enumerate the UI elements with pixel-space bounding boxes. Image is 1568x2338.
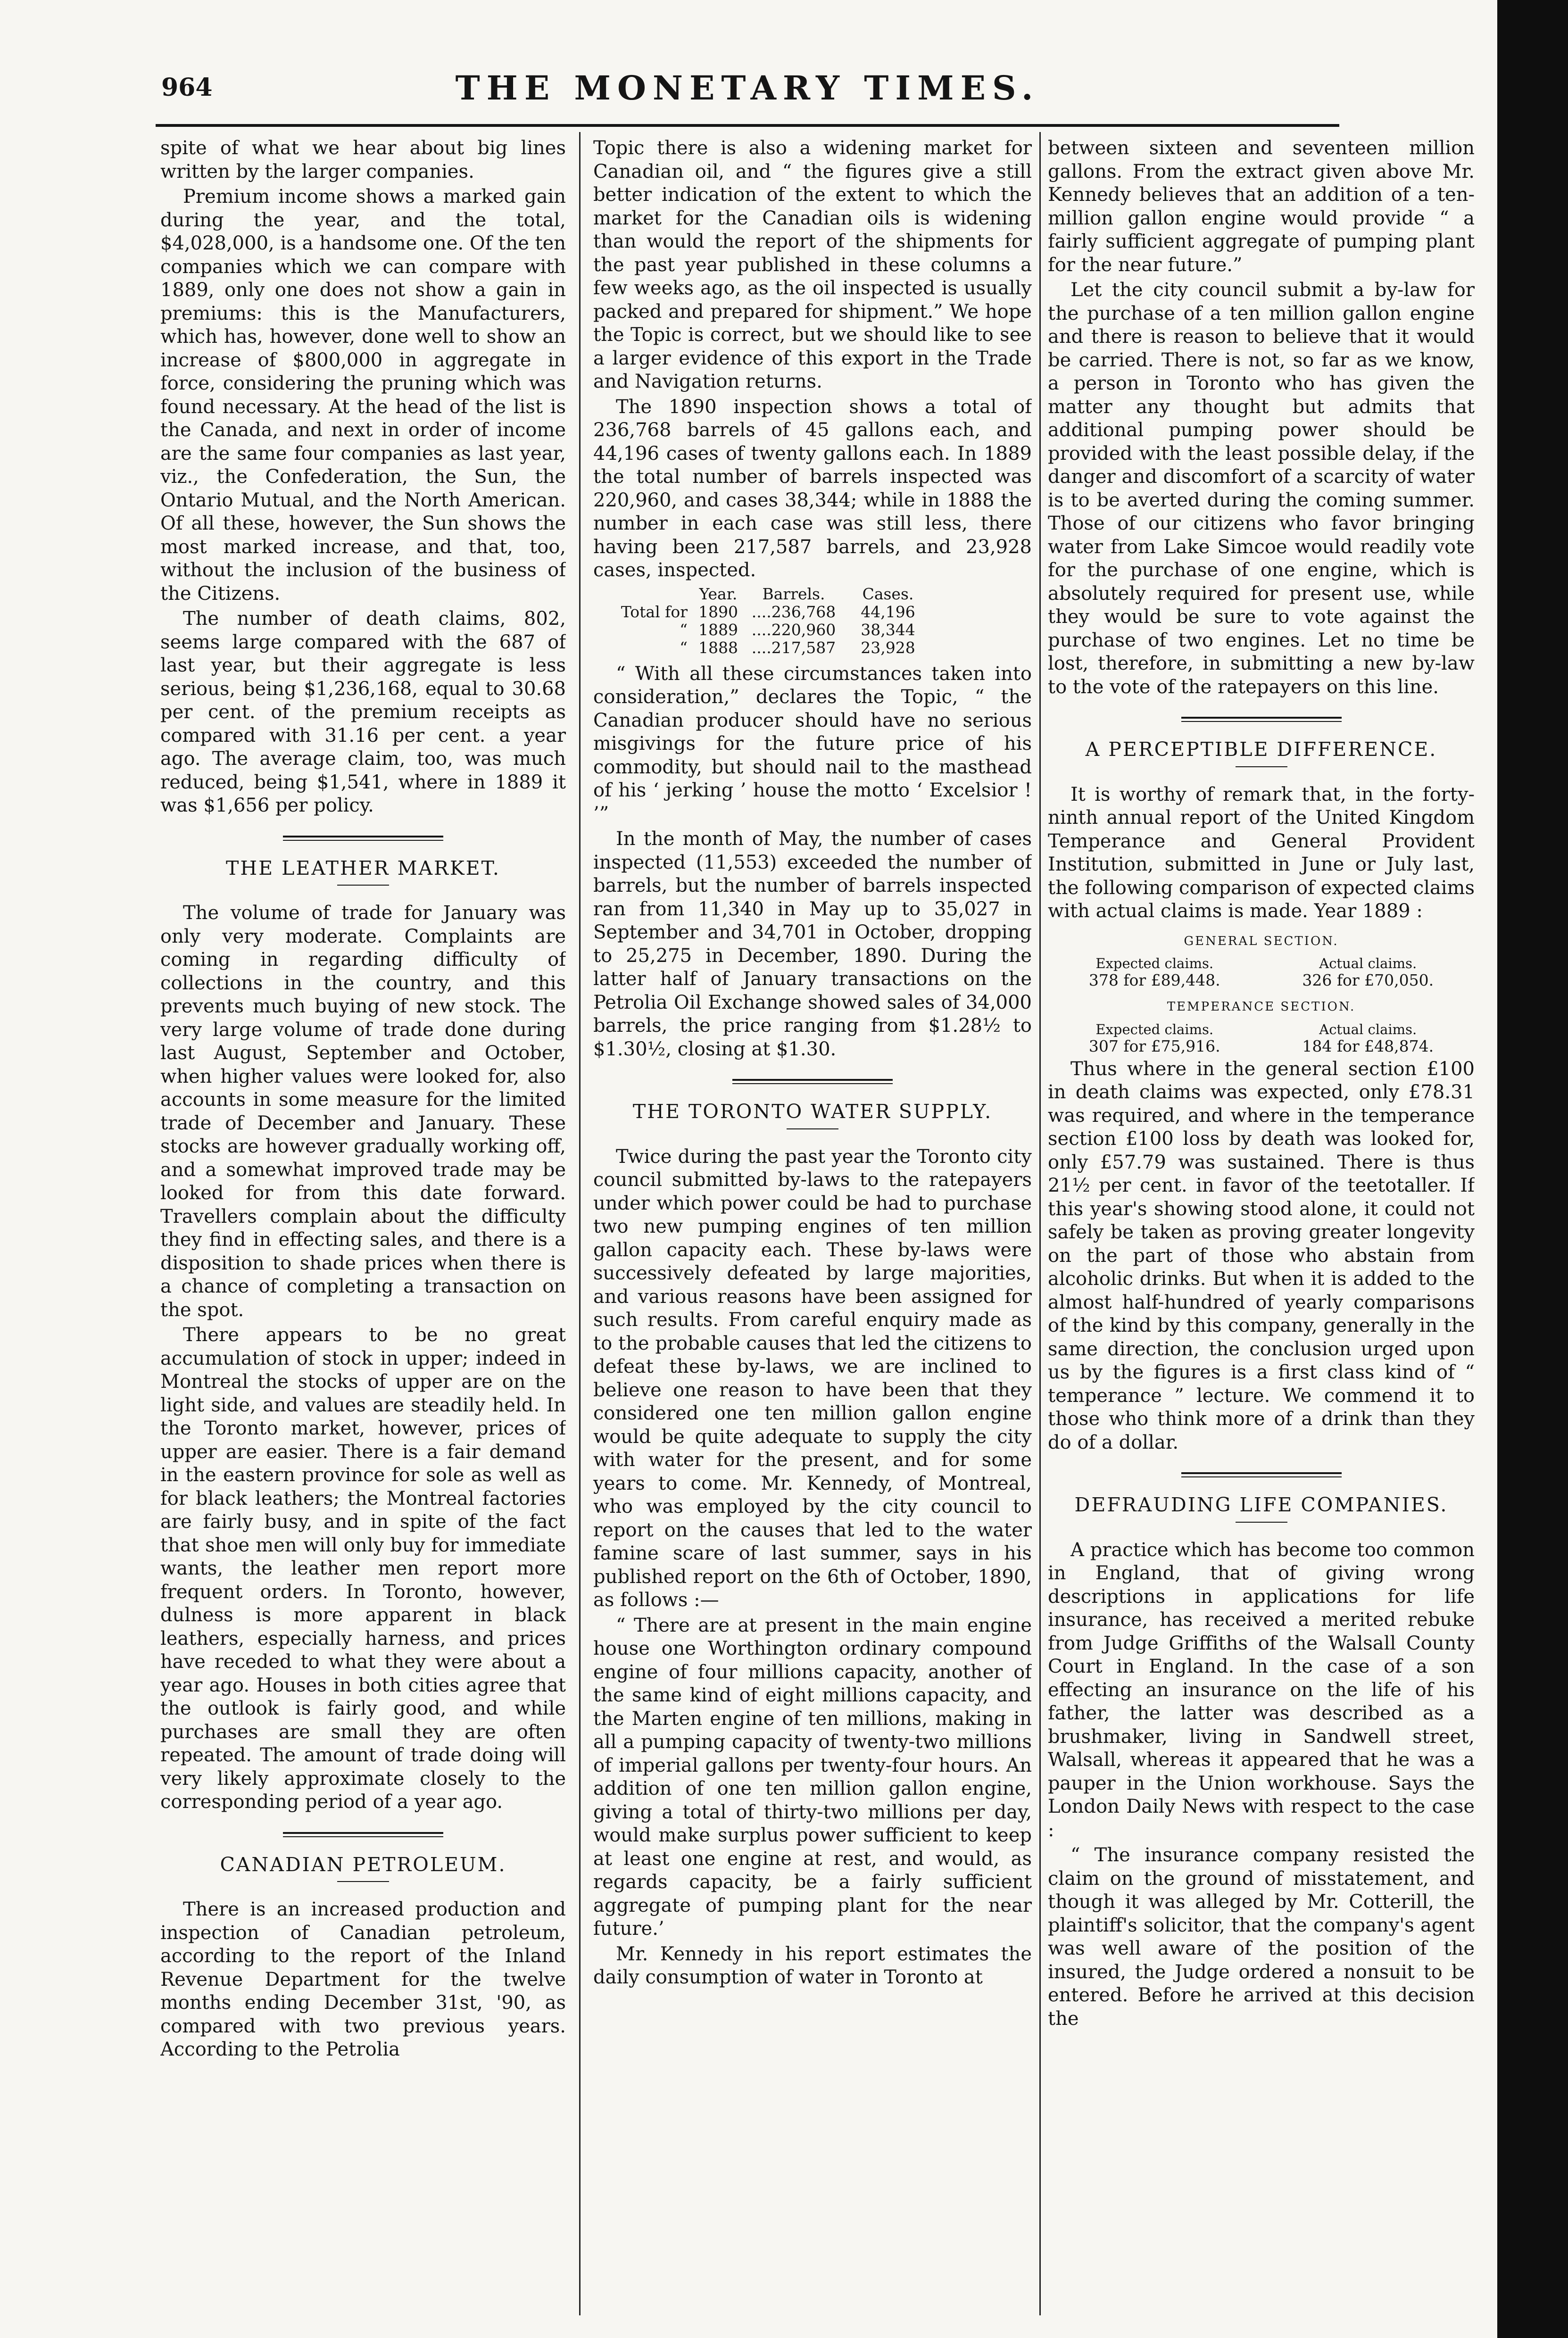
table-row [593, 603, 1032, 621]
temperance-actual-value: 184 for £48,874. [1302, 1036, 1434, 1055]
masthead-title: THE MONETARY TIMES. [455, 68, 1040, 108]
section-title-leather-market: THE LEATHER MARKET. [226, 856, 500, 879]
section-separator [1181, 1472, 1342, 1477]
section-title-perceptible-difference: A PERCEPTIBLE DIFFERENCE. [1085, 738, 1437, 761]
table-cell: ....220,960 [751, 620, 836, 639]
section-separator [1181, 717, 1342, 722]
table-cell: 44,196 [861, 602, 915, 621]
paragraph: Thus where in the general section £100 in death claims was expected, only £78.31 was required, and where in the temperance section £100 loss by death was looked for, only £57.79 was sustained. There is thus 21½ per cent. in favor of the teetotaller. If this year's showing stood alone, it could not safely be taken as proving greater longevity on the part of those who abstain from alcoholic drinks. But when it is added to the almost half-hundred of yearly comparisons of the kind by this company, generally in the same direction, the conclusion urged upon us by the figures is a first class kind of “ temperance ” lecture. We commend it to those who think more of a drink than they do of a dollar. [1048, 1058, 1475, 1453]
paragraph: The number of death claims, 802, seems large compared with the 687 of last year, but their aggregate is less serious, being $1,236,168, equal to 30.68 per cent. of the premium receipts as compared with 31.16 per cent. a year ago. The average claim, too, was much reduced, being $1,541, where in 1889 it was $1,656 per policy. [160, 608, 566, 816]
table-cell: 38,344 [861, 620, 915, 639]
paragraph: Premium income shows a marked gain during the year, and the total, $4,028,000, is a handsome one. Of the ten companies which we can compare with 1889, only one does not show a gain in premiums: this is the Manufacturers, which has, however, done well to show an increase of $800,000 in aggregate in force, considering the pruning which was found necessary. At the head of the list is the Canada, and next in order of income are the same four companies as last year, viz., the Confederation, the Sun, the Ontario Mutual, and the North American. Of all these, however, the Sun shows the most marked increase, and that, too, without the inclusion of the business of the Citizens. [160, 186, 566, 605]
title-underline [337, 885, 389, 886]
paragraph: “ With all these circumstances taken into consideration,” declares the Topic, “ the Canadian producer should have no serious misgivings for the future price of his commodity, but should nail to the masthead of his ‘ jerking ’ house the motto ‘ Excelsior ! ’” [593, 663, 1032, 825]
section-separator [283, 1832, 443, 1837]
paragraph: Mr. Kennedy in his report estimates the daily consumption of water in Toronto at [593, 1943, 1032, 1988]
temperance-expected-value: 307 for £75,916. [1088, 1036, 1220, 1055]
page-number: 964 [161, 73, 213, 102]
table-header: Barrels. [762, 584, 825, 603]
table-cell: ....217,587 [751, 638, 836, 657]
general-section-claims [1048, 955, 1475, 989]
paragraph: Twice during the past year the Toronto city council submitted by-laws to the ratepayers under which power could be had to purchase two new pumping engines of ten million gallon capacity each. These by-laws were successively defeated by large majorities, and various reasons have been assigned for such results. From careful enquiry made as to the probable causes that led the citizens to defeat these by-laws, we are inclined to believe one reason to have been that they considered one ten million gallon engine would be quite adequate to supply the city with water for the present, and for some years to come. Mr. Kennedy, of Montreal, who was employed by the city council to report on the causes that led to the water famine scare of last summer, says in his published report on the 6th of October, 1890, as follows :— [593, 1145, 1032, 1611]
paragraph: In the month of May, the number of cases inspected (11,553) exceeded the number of barrels, but the number of barrels inspected ran from 11,340 in May up to 35,027 in September and 34,701 in October, dropping to 25,275 in December, 1890. During the latter half of January transactions on the Petrolia Oil Exchange showed sales of 34,000 barrels, the price ranging from $1.28½ to $1.30½, closing at $1.30. [593, 828, 1032, 1060]
paragraph: spite of what we hear about big lines written by the larger companies. [160, 137, 566, 182]
table-header: Year. [699, 584, 738, 603]
table-cell: “ [680, 620, 688, 639]
column-divider [579, 132, 581, 2315]
title-underline [1236, 766, 1287, 767]
paragraph: There is an increased production and inspection of Canadian petroleum, according to the report of the Inland Revenue Department for the twelve months ending December 31st, '90, as compared with two previous years. According to the Petrolia [160, 1899, 566, 2060]
column-1 [160, 137, 566, 2306]
paragraph: It is worthy of remark that, in the forty-ninth annual report of the United Kingdom Temperance and General Provident Institution, submitted in June or July last, the following comparison of expected claims with actual claims is made. Year 1889 : [1048, 783, 1475, 922]
actual-claims-label: Actual claims. [1319, 1021, 1417, 1037]
column-2 [593, 137, 1032, 2306]
title-underline [337, 1881, 389, 1882]
temperance-section-heading: TEMPERANCE SECTION. [1167, 1000, 1356, 1014]
section-separator [283, 836, 443, 841]
table-cell: ....236,768 [751, 602, 836, 621]
section-separator [732, 1079, 893, 1084]
petroleum-inspection-table [593, 585, 1032, 657]
table-cell: “ [680, 638, 688, 657]
title-underline [1236, 1522, 1287, 1523]
paragraph: “ There are at present in the main engine house one Worthington ordinary compound engine of four millions capacity, another of the same kind of eight millions capacity, and the Marten engine of ten millions, making in all a pumping capacity of twenty-two millions of imperial gallons per twenty-four hours. An addition of one ten million gallon engine, giving a total of thirty-two millions per day, would make surplus power sufficient to keep at least one engine at rest, and would, as regards capacity, be a fairly sufficient aggregate of pumping plant for the near future.’ [593, 1614, 1032, 1940]
expected-claims-label: Expected claims. [1095, 955, 1214, 971]
table-header: Cases. [862, 584, 914, 603]
paragraph: The 1890 inspection shows a total of 236,768 barrels of 45 gallons each, and 44,196 cases of twenty gallons each. In 1889 the total number of barrels inspected was 220,960, and cases 38,344; while in 1888 the number in each case was still less, there having been 217,587 barrels, and 23,928 cases, inspected. [593, 396, 1032, 581]
column-3 [1048, 137, 1475, 2306]
table-row [593, 639, 1032, 657]
actual-claims-label: Actual claims. [1319, 955, 1417, 971]
table-cell: 23,928 [861, 638, 915, 657]
general-section-heading: GENERAL SECTION. [1184, 934, 1339, 948]
table-cell: Total for [621, 602, 688, 621]
paragraph: Let the city council submit a by-law for the purchase of a ten million gallon engine and there is reason to believe that it would be carried. There is not, so far as we know, a person in Toronto who has given the matter any thought but admits that additional pumping power should be provided with the least possible delay, if the danger and discomfort of a scarcity of water is to be averted during the coming summer. Those of our citizens who favor bringing water from Lake Simcoe would readily vote for the purchase of one engine, which is absolutely required for present use, while they would be sure to vote against the purchase of two engines. Let no time be lost, therefore, in submitting a new by-law to the vote of the ratepayers on this line. [1048, 279, 1475, 698]
temperance-section-claims [1048, 1021, 1475, 1055]
paragraph: “ The insurance company resisted the claim on the ground of misstatement, and though it was alleged by Mr. Cotterill, the plaintiff's solicitor, that the company's agent was well aware of the position of the insured, the Judge ordered a nonsuit to be entered. Before he arrived at this decision the [1048, 1844, 1475, 2030]
column-divider [1039, 132, 1041, 2315]
paragraph: between sixteen and seventeen million gallons. From the extract given above Mr. Kennedy believes that an addition of a ten-million gallon engine would provide “ a fairly sufficient aggregate of pumping plant for the near future.” [1048, 137, 1475, 276]
scan-edge-shadow [1497, 0, 1568, 2338]
header-rule [156, 124, 1339, 127]
general-actual-value: 326 for £70,050. [1302, 971, 1434, 989]
general-expected-value: 378 for £89,448. [1088, 971, 1220, 989]
paragraph: The volume of trade for January was only very moderate. Complaints are coming in regarding difficulty of collections in the country, and this prevents much buying of new stock. The very large volume of trade done during last August, September and October, when higher values were looked for, also accounts in some measure for the limited trade of December and January. These stocks are however gradually working off, and a somewhat improved trade may be looked for from this date forward. Travellers complain about the difficulty they find in effecting sales, and there is a disposition to shade prices when there is a chance of completing a transaction on the spot. [160, 902, 566, 1321]
title-underline [787, 1128, 838, 1129]
section-title-toronto-water-supply: THE TORONTO WATER SUPPLY. [632, 1100, 993, 1123]
table-header-row [593, 585, 1032, 603]
paragraph: A practice which has become too common in England, that of giving wrong descriptions in applications for life insurance, has received a merited rebuke from Judge Griffiths of the Walsall County Court in England. In the case of a son effecting an insurance on the life of his father, the latter was described as a brushmaker, living in Sandwell street, Walsall, whereas it appeared that he was a pauper in the Union workhouse. Says the London Daily News with respect to the case : [1048, 1539, 1475, 1841]
expected-claims-label: Expected claims. [1095, 1021, 1214, 1037]
table-cell: 1889 [698, 620, 738, 639]
paragraph: Topic there is also a widening market for Canadian oil, and “ the figures give a still better indication of the extent to which the market for the Canadian oils is widening than would the report of the shipments for the past year published in these columns a few weeks ago, as the oil inspected is usually packed and prepared for shipment.” We hope the Topic is correct, but we should like to see a larger evidence of this export in the Trade and Navigation returns. [593, 137, 1032, 392]
section-title-defrauding-life-companies: DEFRAUDING LIFE COMPANIES. [1074, 1493, 1448, 1516]
paragraph: There appears to be no great accumulation of stock in upper; indeed in Montreal the stocks of upper are on the light side, and values are steadily held. In the Toronto market, however, prices of upper are easier. There is a fair demand in the eastern province for sole as well as for black leathers; the Montreal factories are fairly busy, and in spite of the fact that shoe men will only buy for immediate wants, the leather men report more frequent orders. In Toronto, however, dulness is more apparent in black leathers, especially harness, and prices have receded to what they were about a year ago. Houses in both cities agree that the outlook is fairly good, and while purchases are small they are often repeated. The amount of trade doing will very likely approximate closely to the corresponding period of a year ago. [160, 1324, 566, 1813]
table-row [593, 621, 1032, 639]
table-cell: 1890 [698, 602, 738, 621]
section-title-canadian-petroleum: CANADIAN PETROLEUM. [220, 1853, 506, 1876]
table-cell: 1888 [698, 638, 738, 657]
page-header [156, 68, 1339, 120]
